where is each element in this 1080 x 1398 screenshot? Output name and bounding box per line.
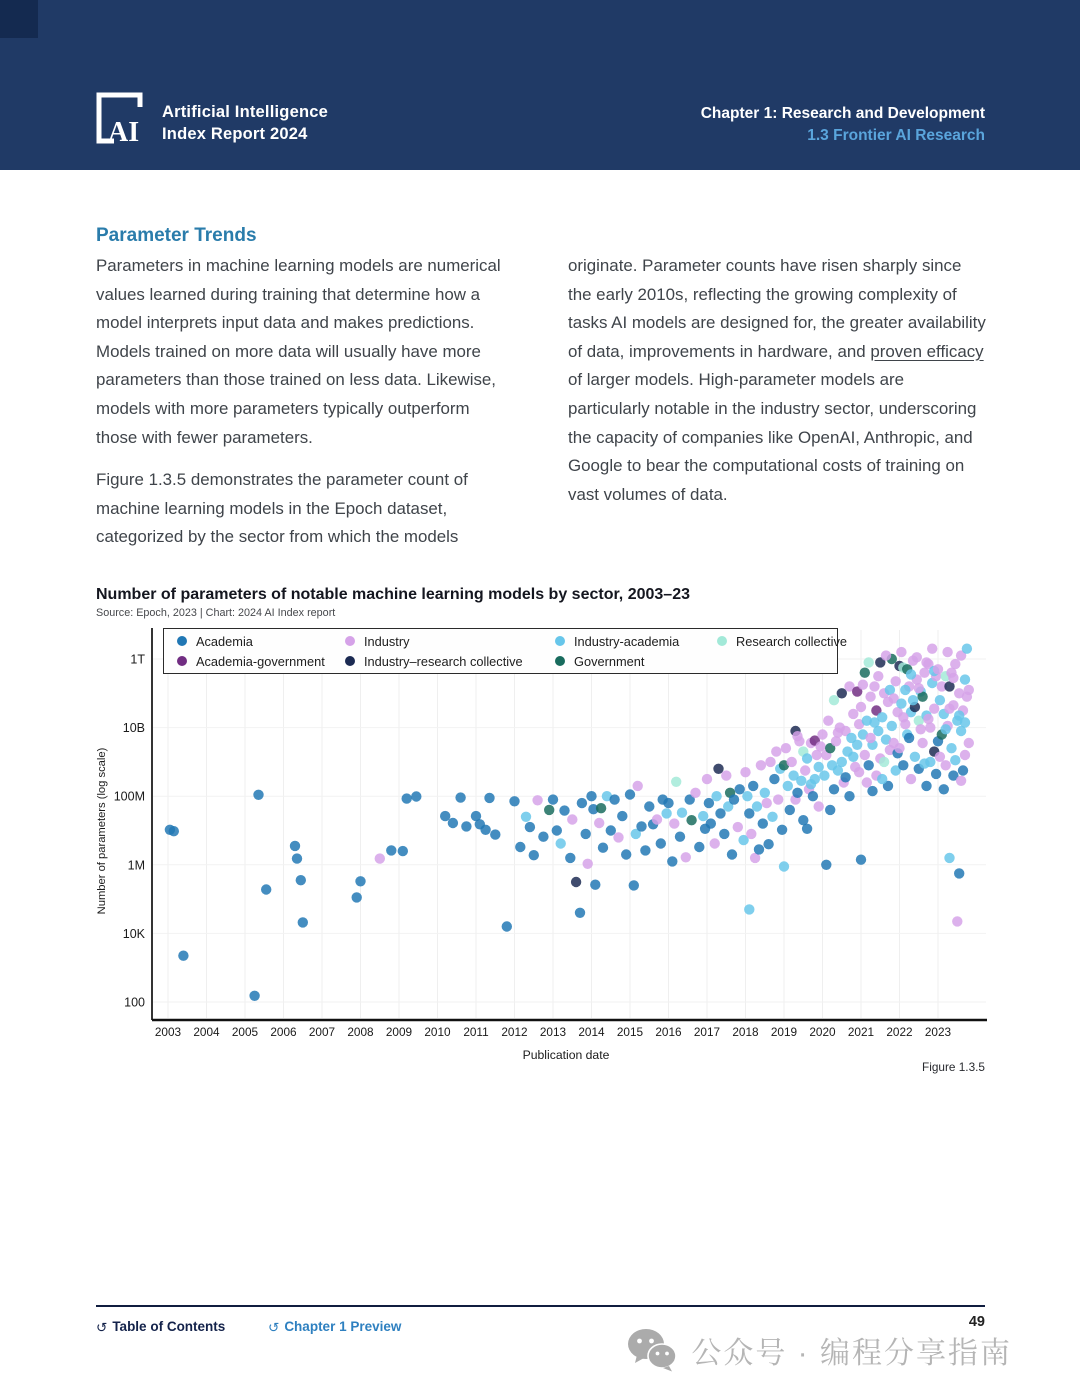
data-point <box>681 852 691 862</box>
data-point <box>927 644 937 654</box>
data-point <box>694 842 704 852</box>
data-point <box>571 877 581 887</box>
wechat-icon <box>627 1328 677 1372</box>
data-point <box>656 838 666 848</box>
data-point <box>833 728 843 738</box>
data-point <box>661 808 671 818</box>
svg-text:100M: 100M <box>113 789 145 804</box>
data-point <box>921 657 931 667</box>
academia-dot-icon <box>177 636 187 646</box>
data-point <box>964 738 974 748</box>
section-link[interactable]: 1.3 Frontier AI Research <box>807 127 985 144</box>
data-point <box>355 876 365 886</box>
data-point <box>837 757 847 767</box>
table-of-contents-link[interactable]: ↺ Table of Contents <box>96 1319 226 1335</box>
data-point <box>942 647 952 657</box>
data-point <box>625 789 635 799</box>
data-point <box>819 770 829 780</box>
data-point <box>950 755 960 765</box>
footer-divider <box>96 1305 985 1307</box>
data-point <box>898 712 908 722</box>
data-point <box>844 791 854 801</box>
data-point <box>765 757 775 767</box>
svg-text:2017: 2017 <box>693 1025 721 1039</box>
data-point <box>877 774 887 784</box>
y-axis-title: Number of parameters (log scale) <box>96 747 108 915</box>
svg-text:100: 100 <box>124 995 145 1010</box>
svg-text:2014: 2014 <box>578 1025 605 1039</box>
data-point <box>831 736 841 746</box>
data-point <box>852 740 862 750</box>
data-point <box>858 680 868 690</box>
data-point <box>785 805 795 815</box>
data-point <box>675 832 685 842</box>
header-band <box>0 0 1080 170</box>
data-point <box>896 698 906 708</box>
data-point <box>865 692 875 702</box>
data-point <box>904 733 914 743</box>
data-point <box>296 875 306 885</box>
data-point <box>667 856 677 866</box>
data-point <box>261 884 271 894</box>
svg-text:2012: 2012 <box>501 1025 528 1039</box>
data-point <box>706 818 716 828</box>
paragraph: Parameters in machine learning models are numerical values learned during training that determine how a model interprets input data and makes predictions. Models trained on more data will usually have more parameters than those trained on less data. Likewise, models with more parameters typically outperform those with fewer parameters. <box>96 256 501 447</box>
data-point <box>946 743 956 753</box>
data-point <box>821 860 831 870</box>
data-point <box>733 822 743 832</box>
svg-text:AI: AI <box>108 117 140 146</box>
data-point <box>917 738 927 748</box>
data-point <box>698 811 708 821</box>
data-point <box>914 683 924 693</box>
data-point <box>856 702 866 712</box>
data-point <box>929 704 939 714</box>
data-point <box>964 685 974 695</box>
data-point <box>565 853 575 863</box>
data-point <box>411 791 421 801</box>
data-point <box>762 798 772 808</box>
data-point <box>748 781 758 791</box>
data-point <box>941 724 951 734</box>
data-point <box>919 758 929 768</box>
data-point <box>292 853 302 863</box>
data-point <box>740 767 750 777</box>
article-columns <box>96 252 986 566</box>
data-point <box>621 849 631 859</box>
data-point <box>873 671 883 681</box>
data-point <box>829 695 839 705</box>
data-point <box>840 772 850 782</box>
legend-item-academia: Academia <box>177 634 345 649</box>
svg-text:2023: 2023 <box>924 1025 952 1039</box>
academia-government-dot-icon <box>177 656 187 666</box>
data-point <box>864 760 874 770</box>
data-point <box>461 821 471 831</box>
data-point <box>744 808 754 818</box>
data-point <box>590 880 600 890</box>
data-point <box>556 838 566 848</box>
svg-text:2013: 2013 <box>539 1025 567 1039</box>
data-point <box>529 850 539 860</box>
data-point <box>814 801 824 811</box>
svg-text:2022: 2022 <box>886 1025 913 1039</box>
corner-accent <box>0 0 38 38</box>
data-point <box>594 818 604 828</box>
data-point <box>898 760 908 770</box>
svg-text:10K: 10K <box>122 926 145 941</box>
data-point <box>944 853 954 863</box>
data-point <box>792 731 802 741</box>
data-point <box>538 832 548 842</box>
data-point <box>779 861 789 871</box>
data-point <box>552 825 562 835</box>
data-point <box>402 793 412 803</box>
data-point <box>509 796 519 806</box>
legend-item-academia-government: Academia-government <box>177 654 345 669</box>
svg-text:1M: 1M <box>127 858 145 873</box>
government-dot-icon <box>555 656 565 666</box>
data-point <box>806 779 816 789</box>
data-point <box>669 818 679 828</box>
data-point <box>375 853 385 863</box>
scatter-points <box>165 644 974 1002</box>
svg-text:2008: 2008 <box>347 1025 374 1039</box>
data-point <box>800 765 810 775</box>
data-point <box>960 674 970 684</box>
data-point <box>586 791 596 801</box>
data-point <box>906 774 916 784</box>
research-collective-dot-icon <box>717 636 727 646</box>
data-point <box>896 647 906 657</box>
data-point <box>848 752 858 762</box>
data-point <box>559 805 569 815</box>
data-point <box>760 788 770 798</box>
data-point <box>484 793 494 803</box>
data-point <box>891 676 901 686</box>
watermark-text: 公众号 · 编程分享指南 <box>691 1337 1012 1370</box>
data-point <box>962 644 972 654</box>
left-column <box>96 252 514 566</box>
data-point <box>960 750 970 760</box>
data-point <box>867 786 877 796</box>
data-point <box>865 733 875 743</box>
data-point <box>935 695 945 705</box>
data-point <box>860 668 870 678</box>
data-point <box>925 722 935 732</box>
data-point <box>490 829 500 839</box>
data-point <box>633 781 643 791</box>
report-title: Artificial Intelligence Index Report 2024 <box>162 103 328 143</box>
data-point <box>815 741 825 751</box>
data-point <box>744 904 754 914</box>
svg-text:2020: 2020 <box>809 1025 836 1039</box>
data-point <box>609 794 619 804</box>
data-point <box>935 752 945 762</box>
scatter-chart <box>86 622 1006 1082</box>
data-point <box>941 760 951 770</box>
data-point <box>952 916 962 926</box>
data-point <box>713 764 723 774</box>
data-point <box>954 868 964 878</box>
data-point <box>848 709 858 719</box>
section-heading: Parameter Trends <box>96 225 257 246</box>
data-point <box>729 794 739 804</box>
data-point <box>532 795 542 805</box>
data-point <box>823 716 833 726</box>
data-point <box>781 743 791 753</box>
svg-text:2010: 2010 <box>424 1025 451 1039</box>
data-point <box>640 845 650 855</box>
data-point <box>956 776 966 786</box>
chapter-label: Chapter 1: Research and Development <box>700 105 985 122</box>
data-point <box>515 842 525 852</box>
data-point <box>887 721 897 731</box>
data-point <box>598 843 608 853</box>
svg-text:2004: 2004 <box>193 1025 220 1039</box>
data-point <box>249 991 259 1001</box>
legend-item-industry-research-collective: Industry–research collective <box>345 654 555 669</box>
data-point <box>606 825 616 835</box>
data-point <box>583 859 593 869</box>
data-point <box>298 917 308 927</box>
data-point <box>771 746 781 756</box>
page-number: 49 <box>968 1314 985 1330</box>
data-point <box>958 765 968 775</box>
data-point <box>690 788 700 798</box>
data-point <box>939 784 949 794</box>
data-point <box>671 777 681 787</box>
data-point <box>742 791 752 801</box>
data-point <box>763 839 773 849</box>
data-point <box>769 774 779 784</box>
data-point <box>894 743 904 753</box>
data-point <box>960 717 970 727</box>
data-point <box>864 657 874 667</box>
data-point <box>735 784 745 794</box>
data-point <box>754 844 764 854</box>
svg-text:1T: 1T <box>130 652 145 667</box>
data-point <box>663 798 673 808</box>
svg-text:2003: 2003 <box>154 1025 182 1039</box>
data-point <box>702 774 712 784</box>
data-point <box>900 685 910 695</box>
data-point <box>879 757 889 767</box>
chart-legend <box>163 628 847 674</box>
legend-item-research-collective: Research collective <box>717 634 847 649</box>
data-point <box>777 825 787 835</box>
data-point <box>860 750 870 760</box>
chart-source: Source: Epoch, 2023 | Chart: 2024 AI Index report <box>96 607 336 619</box>
data-point <box>686 815 696 825</box>
svg-text:2016: 2016 <box>655 1025 682 1039</box>
data-point <box>652 814 662 824</box>
data-point <box>727 849 737 859</box>
data-point <box>710 838 720 848</box>
data-point <box>719 829 729 839</box>
data-point <box>881 650 891 660</box>
ai-index-logo-icon <box>94 90 148 146</box>
svg-text:2005: 2005 <box>231 1025 259 1039</box>
data-point <box>596 803 606 813</box>
data-point <box>704 798 714 808</box>
data-point <box>906 669 916 679</box>
industry-research-collective-dot-icon <box>345 656 355 666</box>
data-point <box>773 794 783 804</box>
chart-title: Number of parameters of notable machine learning models by sector, 2003–23 <box>96 586 690 603</box>
watermark <box>627 1328 1012 1372</box>
data-point <box>756 760 766 770</box>
legend-item-industry-academia: Industry-academia <box>555 634 717 649</box>
data-point <box>837 688 847 698</box>
svg-text:2018: 2018 <box>732 1025 759 1039</box>
x-axis-title: Publication date <box>522 1048 610 1062</box>
data-point <box>644 801 654 811</box>
data-point <box>581 829 591 839</box>
data-point <box>912 652 922 662</box>
data-point <box>829 784 839 794</box>
data-point <box>814 762 824 772</box>
data-point <box>386 845 396 855</box>
data-point <box>567 814 577 824</box>
data-point <box>448 818 458 828</box>
legend-item-government: Government <box>555 654 717 669</box>
data-point <box>677 808 687 818</box>
data-point <box>854 767 864 777</box>
data-point <box>910 752 920 762</box>
data-point <box>169 826 179 836</box>
data-point <box>398 846 408 856</box>
data-point <box>752 801 762 811</box>
data-point <box>802 824 812 834</box>
svg-text:10B: 10B <box>122 721 145 736</box>
data-point <box>916 724 926 734</box>
data-point <box>711 791 721 801</box>
data-point <box>817 729 827 739</box>
figure-caption: Figure 1.3.5 <box>922 1060 985 1074</box>
data-point <box>767 812 777 822</box>
data-point <box>862 777 872 787</box>
data-point <box>933 664 943 674</box>
data-point <box>908 695 918 705</box>
svg-text:2015: 2015 <box>616 1025 644 1039</box>
data-point <box>944 704 954 714</box>
data-point <box>715 808 725 818</box>
data-point <box>178 951 188 961</box>
data-point <box>502 921 512 931</box>
back-arrow-icon: ↺ <box>96 1320 108 1335</box>
data-point <box>352 892 362 902</box>
data-point <box>948 673 958 683</box>
data-point <box>746 829 756 839</box>
data-point <box>577 798 587 808</box>
data-point <box>792 788 802 798</box>
svg-text:2009: 2009 <box>385 1025 413 1039</box>
data-point <box>808 791 818 801</box>
data-point <box>869 681 879 691</box>
svg-text:2007: 2007 <box>308 1025 336 1039</box>
data-point <box>923 714 933 724</box>
data-point <box>758 818 768 828</box>
industry-academia-dot-icon <box>555 636 565 646</box>
data-point <box>825 805 835 815</box>
data-point <box>921 781 931 791</box>
data-point <box>521 812 531 822</box>
proven-efficacy-link[interactable]: proven efficacy <box>870 341 984 361</box>
data-point <box>636 821 646 831</box>
data-point <box>783 781 793 791</box>
svg-text:2021: 2021 <box>847 1025 875 1039</box>
data-point <box>525 822 535 832</box>
data-point <box>796 776 806 786</box>
y-axis-tick-labels <box>114 653 146 1010</box>
data-point <box>613 832 623 842</box>
data-point <box>856 855 866 865</box>
data-point <box>721 770 731 780</box>
right-column <box>568 252 986 566</box>
svg-text:2019: 2019 <box>770 1025 798 1039</box>
data-point <box>575 908 585 918</box>
paragraph: Figure 1.3.5 demonstrates the parameter count of machine learning models in the Epoch dataset, categorized by the sector from which the models <box>96 470 468 547</box>
chapter-preview-link[interactable]: ↺ Chapter 1 Preview <box>268 1319 402 1335</box>
paragraph: originate. Parameter counts have risen sharply since the early 2010s, reflecting the growing complexity of tasks AI models are designed for, the greater availability of data, improvements in hardware, and proven efficacy of larger models. High-parameter models are particularly notable in the industry sector, underscoring the capacity of companies like OpenAI, Anthropic, and Google to bear the computational costs of training on vast volumes of data. <box>568 256 986 504</box>
data-point <box>290 841 300 851</box>
data-point <box>544 805 554 815</box>
back-arrow-icon: ↺ <box>268 1320 280 1335</box>
data-point <box>548 794 558 804</box>
data-point <box>253 790 263 800</box>
industry-dot-icon <box>345 636 355 646</box>
data-point <box>931 769 941 779</box>
data-point <box>617 811 627 821</box>
data-point <box>787 757 797 767</box>
data-point <box>480 825 490 835</box>
legend-item-industry: Industry <box>345 634 555 649</box>
data-point <box>869 717 879 727</box>
svg-text:2006: 2006 <box>270 1025 297 1039</box>
x-axis-tick-labels <box>155 1025 952 1039</box>
data-point <box>629 880 639 890</box>
data-point <box>802 753 812 763</box>
data-point <box>440 811 450 821</box>
svg-text:2011: 2011 <box>463 1025 489 1039</box>
data-point <box>455 792 465 802</box>
